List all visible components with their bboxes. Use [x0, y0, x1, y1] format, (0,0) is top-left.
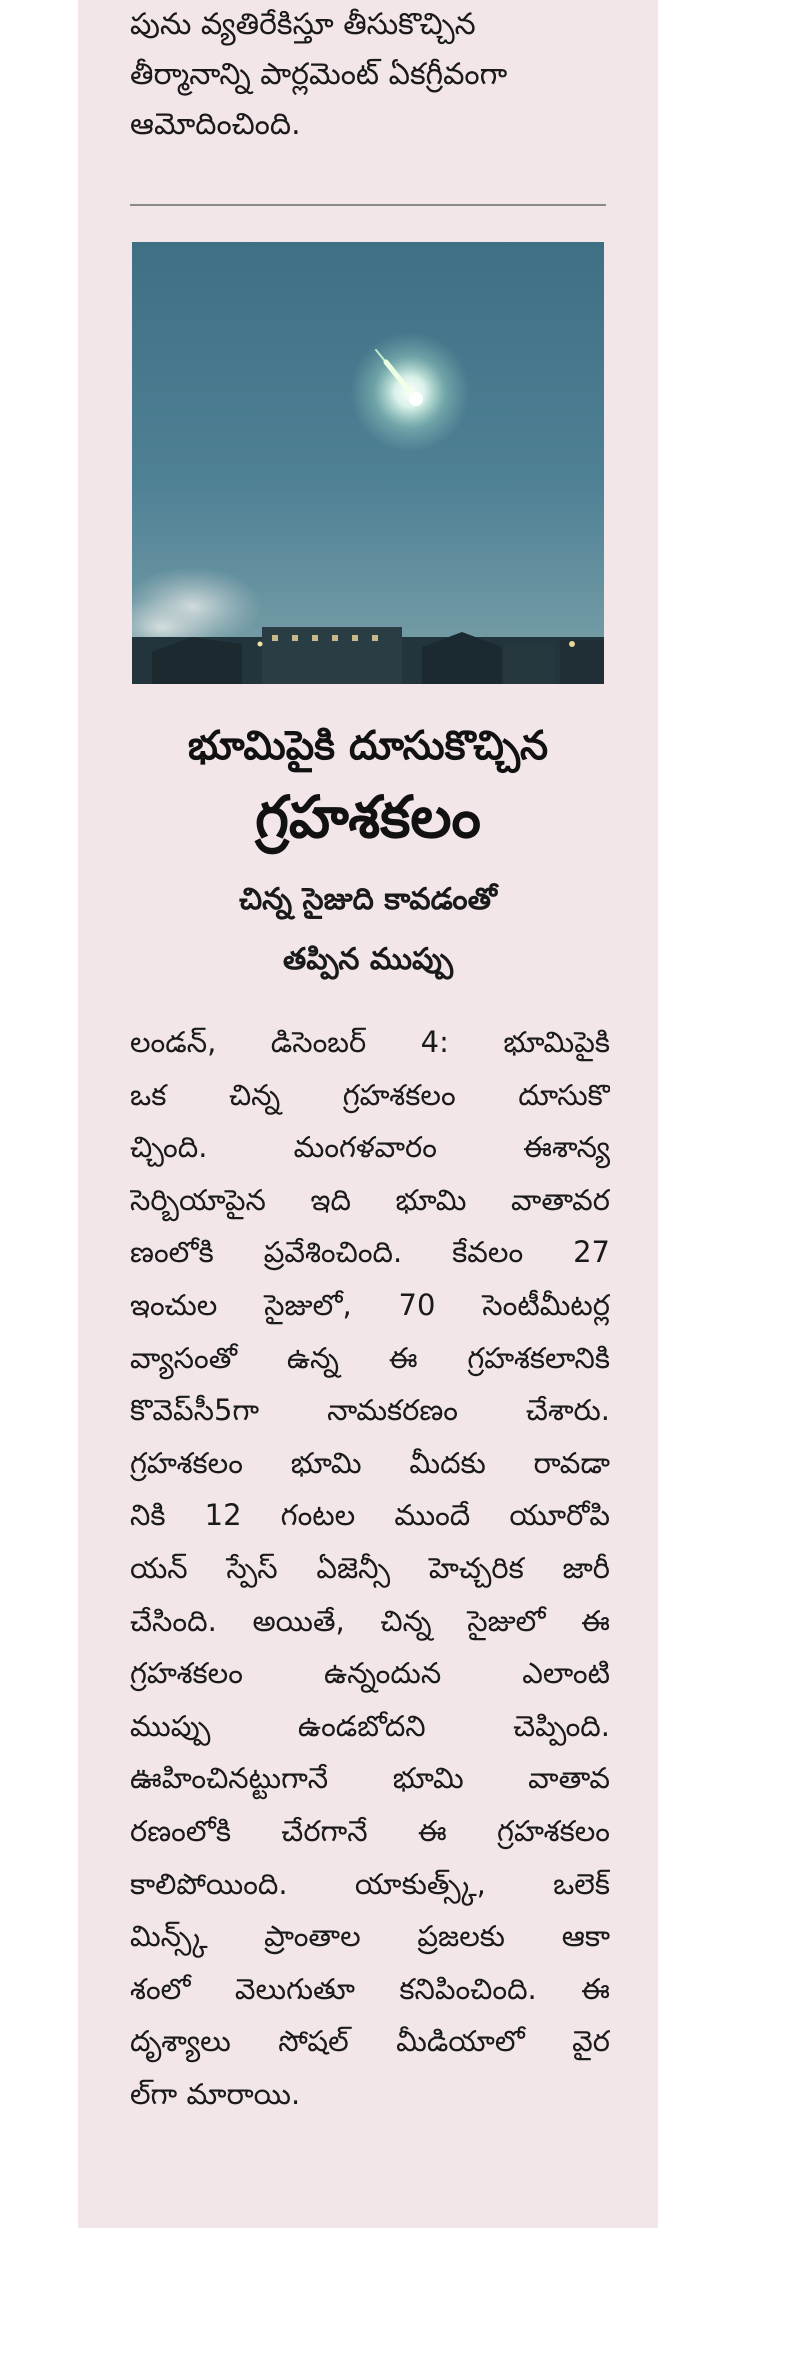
body-line: చ్చింది. మంగళవారం ఈశాన్య	[130, 1130, 610, 1165]
body-line: ఒక చిన్న గ్రహశకలం దూసుకొ	[130, 1077, 610, 1112]
body-line: చేసింది. అయితే, చిన్న సైజులో ఈ	[130, 1603, 610, 1638]
body-line: రణంలోకి చేరగానే ఈ గ్రహశకలం	[130, 1813, 610, 1848]
meteor-night-sky-photo-icon	[132, 242, 604, 684]
previous-article-line: తీర్మానాన్ని పార్లమెంట్ ఏకగ్రీవంగా	[130, 57, 508, 92]
body-line: గ్రహశకలం భూమి మీదకు రావడా	[130, 1445, 610, 1480]
subheadline-line-1: చిన్న సైజుది కావడంతో	[239, 882, 497, 917]
body-line: కొవెప్‌సీ5గా నామకరణం చేశారు.	[130, 1393, 610, 1428]
meteor-photo	[132, 242, 604, 684]
headline-line-2: గ్రహశకలం	[255, 783, 481, 851]
body-line: ఇంచుల సైజులో, 70 సెంటీమీటర్ల	[130, 1287, 610, 1322]
body-line: లండన్, డిసెంబర్ 4: భూమిపైకి	[130, 1025, 610, 1059]
body-line: నికి 12 గంటల ముందే యూరోపి	[130, 1498, 610, 1533]
body-line: ల్‌గా మారాయి.	[130, 2076, 301, 2111]
article-column	[78, 0, 658, 2228]
body-line: కాలిపోయింది. యాకుత్స్క్, ఒలెక్	[130, 1866, 610, 1901]
subheadline-line-2: తప్పిన ముప్పు	[282, 942, 454, 977]
body-line: యన్ స్పేస్ ఏజెన్సీ హెచ్చరిక జారీ	[130, 1550, 610, 1585]
section-divider	[130, 204, 606, 206]
article-body	[130, 1016, 610, 2120]
previous-article-tail	[130, 0, 608, 150]
headline	[108, 716, 628, 858]
headline-line-1: భూమిపైకి దూసుకొచ్చిన	[187, 723, 549, 769]
body-line: గ్రహశకలం ఉన్నందున ఎలాంటి	[130, 1656, 610, 1691]
body-line: ఊహించినట్టుగానే భూమి వాతావ	[130, 1761, 610, 1796]
body-line: ణంలోకి ప్రవేశించింది. కేవలం 27	[130, 1235, 610, 1270]
body-line: దృశ్యాలు సోషల్ మీడియాలో వైర	[130, 2024, 610, 2059]
body-line: శంలో వెలుగుతూ కనిపించింది. ఈ	[130, 1971, 610, 2006]
body-line: మిన్స్క్ ప్రాంతాల ప్రజలకు ఆకా	[130, 1919, 610, 1954]
body-line: ముప్పు ఉండబోదని చెప్పింది.	[130, 1708, 610, 1743]
body-line: వ్యాసంతో ఉన్న ఈ గ్రహశకలానికి	[130, 1340, 610, 1375]
body-line: సెర్బియాపైన ఇది భూమి వాతావర	[130, 1182, 610, 1217]
previous-article-line: పును వ్యతిరేకిస్తూ తీసుకొచ్చిన	[130, 7, 476, 42]
subheadline	[108, 870, 628, 990]
previous-article-line: ఆమోదించింది.	[130, 107, 301, 142]
